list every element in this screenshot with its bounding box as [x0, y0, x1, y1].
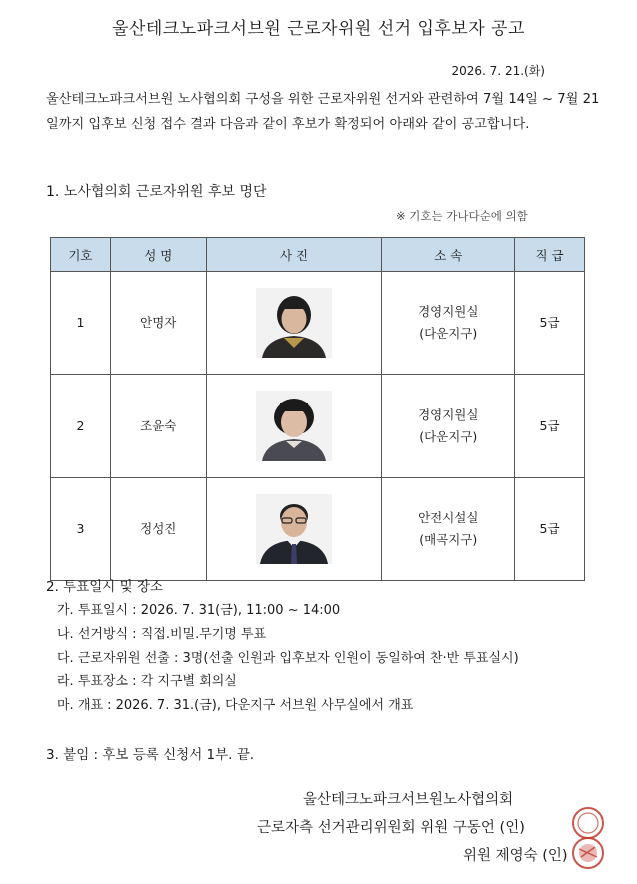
signature-organization: 울산테크노파크서브원노사협의회 — [303, 792, 514, 808]
candidate-grade: 5급 — [515, 478, 585, 581]
page-title: 울산테크노파크서브원 근로자위원 선거 입후보자 공고 — [112, 19, 525, 39]
official-seal-stamp — [563, 805, 613, 871]
candidate-affiliation — [382, 375, 515, 478]
table-header-row — [51, 238, 585, 272]
affiliation-region: (매곡지구) — [419, 532, 478, 547]
candidate-photo — [256, 391, 332, 461]
intro-paragraph: 울산테크노파크서브원 노사협의회 구성을 위한 근로자위원 선거와 관련하여 7월 14일 ~ 7월 21일까지 입후보 신청 접수 결과 다음과 같이 후보가 확정되어 아래와 같이 공고합니다. — [46, 92, 600, 132]
affiliation-region: (다운지구) — [419, 429, 478, 444]
affiliation-dept: 경영지원실 — [418, 407, 479, 422]
candidate-name: 안명자 — [110, 272, 206, 375]
candidate-photo-cell — [206, 478, 382, 581]
affiliation-region: (다운지구) — [419, 326, 478, 341]
table-row — [51, 272, 585, 375]
candidate-photo-cell — [206, 272, 382, 375]
signature-line-member: 위원 제영숙 (인) — [463, 848, 568, 864]
vote-counting-item: 마. 개표 : 2026. 7. 31.(금), 다운지구 서브원 사무실에서 개표 — [57, 698, 414, 713]
attachment-line: 3. 붙임 : 후보 등록 신청서 1부. 끝. — [46, 747, 255, 763]
affiliation-dept: 경영지원실 — [418, 304, 479, 319]
section2-heading: 2. 투표일시 및 장소 — [46, 579, 164, 595]
election-count-item: 다. 근로자위원 선출 : 3명(선출 인원과 입후보자 인원이 동일하여 찬·반 투표실시) — [57, 651, 519, 666]
section1-heading: 1. 노사협의회 근로자위원 후보 명단 — [46, 184, 267, 200]
col-header-photo: 사 진 — [206, 238, 382, 272]
table-row — [51, 375, 585, 478]
candidate-name: 조윤숙 — [110, 375, 206, 478]
candidate-affiliation — [382, 478, 515, 581]
candidate-photo — [256, 288, 332, 358]
affiliation-dept: 안전시설실 — [418, 510, 479, 525]
candidate-number: 2 — [51, 375, 111, 478]
col-header-name: 성 명 — [110, 238, 206, 272]
voting-datetime-item: 가. 투표일시 : 2026. 7. 31(금), 11:00 ~ 14:00 — [57, 603, 341, 618]
col-header-no: 기호 — [51, 238, 111, 272]
candidate-grade: 5급 — [515, 375, 585, 478]
col-header-dept: 소 속 — [382, 238, 515, 272]
table-row — [51, 478, 585, 581]
candidate-affiliation — [382, 272, 515, 375]
candidate-photo-cell — [206, 375, 382, 478]
candidate-number: 1 — [51, 272, 111, 375]
col-header-grade: 직 급 — [515, 238, 585, 272]
candidate-grade: 5급 — [515, 272, 585, 375]
candidate-number: 3 — [51, 478, 111, 581]
voting-place-item: 라. 투표장소 : 각 지구별 회의실 — [57, 674, 237, 689]
candidate-table — [50, 237, 585, 581]
signature-line-committee: 근로자측 선거관리위원회 위원 구동언 (인) — [257, 820, 525, 836]
candidate-photo — [256, 494, 332, 564]
order-note: ※ 기호는 가나다순에 의함 — [396, 209, 528, 223]
voting-method-item: 나. 선거방식 : 직접.비밀.무기명 투표 — [57, 627, 267, 642]
notice-date: 2026. 7. 21.(화) — [451, 64, 545, 78]
candidate-name: 정성진 — [110, 478, 206, 581]
